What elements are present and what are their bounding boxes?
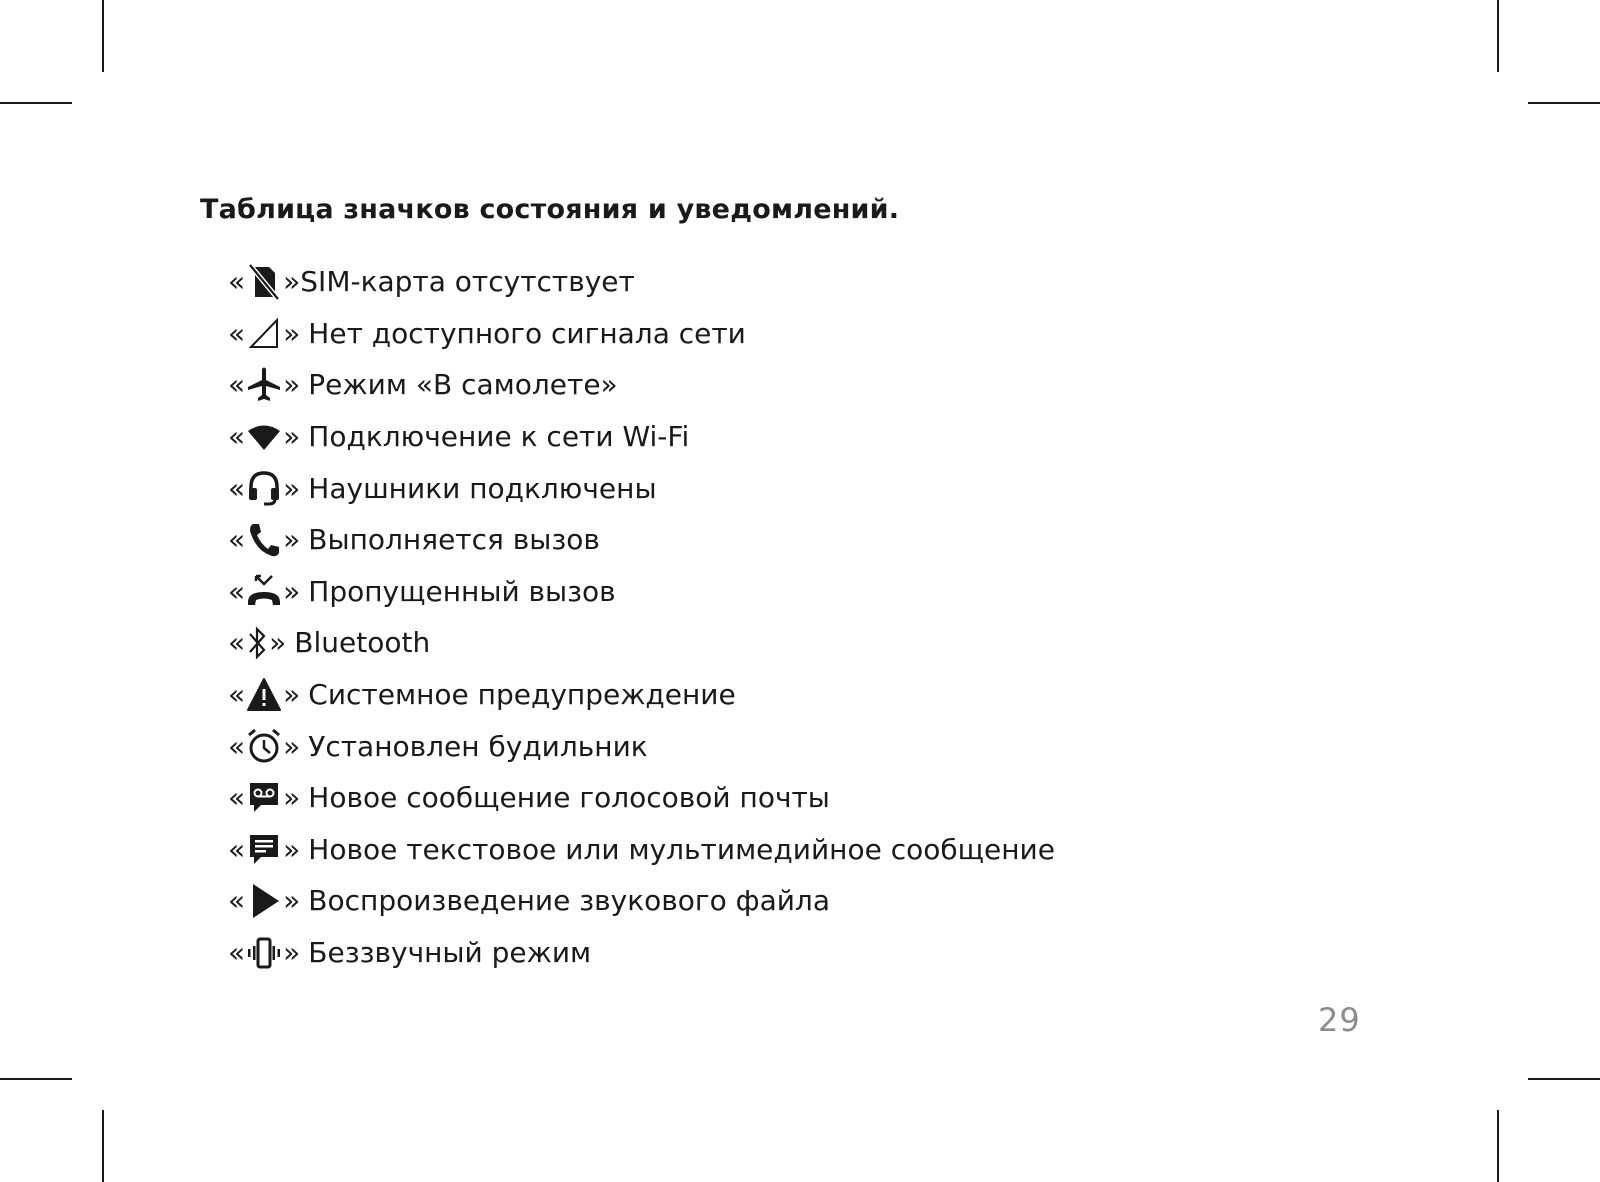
item-label: SIM-карта отсутствует: [300, 265, 635, 299]
quote-close: »: [283, 781, 301, 815]
quote-close: »: [283, 884, 301, 918]
phone-icon: [246, 520, 282, 560]
item-label: Bluetooth: [294, 626, 431, 660]
bluetooth-icon: [246, 623, 268, 663]
no-sim-icon: [246, 262, 282, 302]
quote-open: «: [228, 678, 246, 712]
list-item: [228, 514, 1055, 566]
crop-mark-top-right-horizontal: [1528, 102, 1600, 104]
item-label: Установлен будильник: [308, 729, 648, 763]
voicemail-icon: [246, 778, 282, 818]
alarm-icon: [246, 726, 282, 766]
item-label: Беззвучный режим: [308, 936, 592, 970]
status-icon-list: [228, 256, 1055, 978]
quote-open: «: [228, 626, 246, 660]
item-label: Наушники подключены: [308, 471, 657, 505]
quote-open: «: [228, 523, 246, 557]
list-item: [228, 617, 1055, 669]
list-item: [228, 927, 1055, 979]
list-item: [228, 720, 1055, 772]
warning-icon: [246, 675, 282, 715]
crop-mark-top-left-horizontal: [0, 102, 72, 104]
crop-mark-bottom-left-vertical: [102, 1110, 104, 1182]
item-label: Воспроизведение звукового файла: [308, 884, 830, 918]
wifi-icon: [246, 417, 282, 457]
list-item: [228, 566, 1055, 618]
play-icon: [246, 881, 282, 921]
quote-open: «: [228, 420, 246, 454]
quote-open: «: [228, 781, 246, 815]
list-item: [228, 669, 1055, 721]
quote-open: «: [228, 729, 246, 763]
quote-close: »: [283, 832, 301, 866]
item-label: Пропущенный вызов: [308, 574, 616, 608]
list-item: [228, 256, 1055, 308]
crop-mark-bottom-left-horizontal: [0, 1078, 72, 1080]
list-item: [228, 824, 1055, 876]
list-item: [228, 411, 1055, 463]
quote-close: »: [283, 471, 301, 505]
quote-open: «: [228, 832, 246, 866]
list-item: [228, 875, 1055, 927]
crop-mark-bottom-right-horizontal: [1528, 1078, 1600, 1080]
quote-open: «: [228, 471, 246, 505]
list-item: [228, 772, 1055, 824]
item-label: Новое текстовое или мультимедийное сообщение: [308, 832, 1055, 866]
item-label: Подключение к сети Wi-Fi: [308, 420, 690, 454]
airplane-icon: [246, 365, 282, 405]
headset-icon: [246, 468, 282, 508]
quote-open: «: [228, 265, 246, 299]
item-label: Нет доступного сигнала сети: [308, 316, 746, 350]
item-label: Новое сообщение голосовой почты: [308, 781, 830, 815]
quote-close: »: [283, 265, 301, 299]
quote-open: «: [228, 574, 246, 608]
quote-open: «: [228, 368, 246, 402]
item-label: Выполняется вызов: [308, 523, 600, 557]
quote-close: »: [283, 420, 301, 454]
list-item: [228, 462, 1055, 514]
quote-close: »: [283, 936, 301, 970]
missed-call-icon: [246, 571, 282, 611]
quote-close: »: [283, 678, 301, 712]
list-item: [228, 359, 1055, 411]
quote-open: «: [228, 884, 246, 918]
page-title: Таблица значков состояния и уведомлений.: [200, 194, 900, 225]
crop-mark-bottom-right-vertical: [1497, 1110, 1499, 1182]
crop-mark-top-right-vertical: [1497, 0, 1499, 72]
item-label: Системное предупреждение: [308, 678, 736, 712]
crop-mark-top-left-vertical: [102, 0, 104, 72]
message-icon: [246, 829, 282, 869]
quote-close: »: [269, 626, 287, 660]
list-item: [228, 308, 1055, 360]
quote-close: »: [283, 368, 301, 402]
item-label: Режим «В самолете»: [308, 368, 618, 402]
vibrate-icon: [246, 933, 282, 973]
quote-open: «: [228, 936, 246, 970]
no-signal-icon: [246, 313, 282, 353]
quote-close: »: [283, 729, 301, 763]
quote-close: »: [283, 574, 301, 608]
quote-open: «: [228, 316, 246, 350]
page-number: 29: [1318, 1001, 1361, 1039]
quote-close: »: [283, 523, 301, 557]
quote-close: »: [283, 316, 301, 350]
